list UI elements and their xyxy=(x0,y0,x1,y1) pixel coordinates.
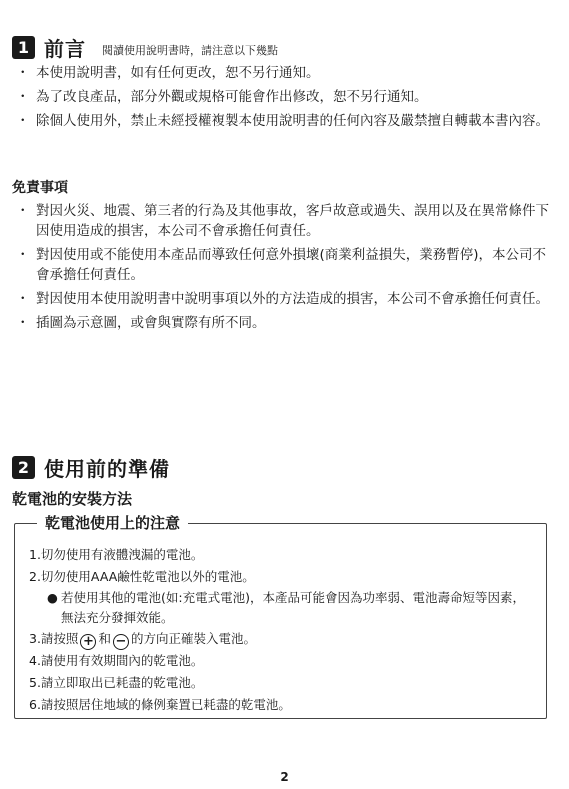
notice-item: 6.請按照居住地域的條例棄置已耗盡的乾電池。 xyxy=(29,697,291,712)
bullet: ・ xyxy=(16,89,30,105)
list-item: ・ 為了改良產品，部分外觀或規格可能會作出修改，恕不另行通知。 xyxy=(16,89,428,105)
battery-install-heading: 乾電池的安裝方法 xyxy=(12,490,133,508)
list-item: ・ 本使用說明書，如有任何更改，恕不另行通知。 xyxy=(16,65,320,81)
disclaimer-heading: 免責事項 xyxy=(12,180,68,196)
bullet: ・ xyxy=(16,247,30,263)
bullet: ・ xyxy=(16,113,30,129)
minus-circle-icon: − xyxy=(113,634,129,650)
bullet: ・ xyxy=(16,65,30,81)
list-item: ・ 對因使用或不能使用本產品而導致任何意外損壞(商業利益損失，業務暫停)，本公司不會承擔任何責任。 xyxy=(16,247,547,283)
list-item: ・ 對因使用本使用說明書中說明事項以外的方法造成的損害，本公司不會承擔任何責任。 xyxy=(16,291,549,307)
notice-subitem: ● 若使用其他的電池(如:充電式電池)，本產品可能會因為功率弱、電池壽命短等因素，無法充分發揮效能。 xyxy=(47,590,525,625)
page-number: 2 xyxy=(280,770,289,784)
section-2-heading xyxy=(12,453,170,482)
section-number-badge: 2 xyxy=(12,456,35,479)
notice-title: 乾電池使用上的注意 xyxy=(37,512,188,534)
notice-item: 1.切勿使用有液體洩漏的電池。 xyxy=(29,547,204,562)
list-item: ・ 插圖為示意圖，或會與實際有所不同。 xyxy=(16,315,266,331)
section-1-heading xyxy=(12,33,278,62)
bullet: ・ xyxy=(16,315,30,331)
list-item: ・ 除個人使用外，禁止未經授權複製本使用說明書的任何內容及嚴禁擅自轉載本書內容。 xyxy=(16,113,549,129)
preface-list xyxy=(14,63,554,135)
bullet: ・ xyxy=(16,291,30,307)
notice-list xyxy=(29,544,534,716)
notice-item: 4.請使用有效期間內的乾電池。 xyxy=(29,653,204,668)
section-title: 使用前的準備 xyxy=(44,457,170,481)
battery-notice-box xyxy=(14,514,547,719)
bullet: ● xyxy=(47,590,58,605)
disclaimer-list xyxy=(14,201,554,337)
section-number-badge: 1 xyxy=(12,36,35,59)
list-item: ・ 對因火災、地震、第三者的行為及其他事故，客戶故意或過失、誤用以及在異常條件下因使用造成的損害，本公司不會承擔任何責任。 xyxy=(16,203,549,239)
plus-circle-icon: + xyxy=(80,634,96,650)
section-title: 前言 xyxy=(44,37,86,61)
notice-item: 3.請按照 + 和 − 的方向正確裝入電池。 xyxy=(29,631,256,649)
notice-item: 2.切勿使用AAA鹼性乾電池以外的電池。 xyxy=(29,569,255,584)
section-subtitle: 閱讀使用說明書時，請注意以下幾點 xyxy=(102,43,278,57)
notice-item: 5.請立即取出已耗盡的乾電池。 xyxy=(29,675,204,690)
bullet: ・ xyxy=(16,203,30,219)
